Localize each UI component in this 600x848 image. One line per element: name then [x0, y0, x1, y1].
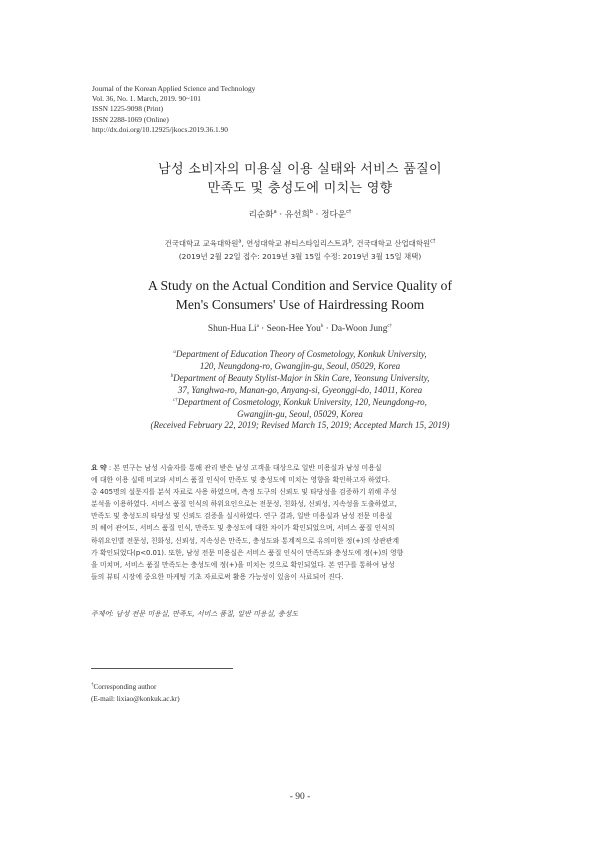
footnote-text: Corresponding author [93, 683, 157, 691]
author-name: 리순화 [248, 210, 274, 220]
affiliation-text: Department of Beauty Stylist-Major in Skin Care, Yeonsung University, [173, 372, 430, 383]
author-name: Shun-Hua Li [207, 324, 257, 334]
author-mark: a [273, 209, 277, 216]
english-title [0, 276, 600, 314]
author-mark: c† [346, 209, 352, 216]
issn-print: ISSN 1225-9098 (Print) [92, 104, 164, 114]
author-separator: · [312, 210, 322, 220]
abstract-line: 총 405명의 설문지를 분석 자료로 사용 하였으며, 측정 도구의 신뢰도 및 타당성을 검증하기 위해 주성 [91, 488, 397, 497]
abstract-line: 들의 뷰티 시장에 중요한 마케팅 기초 자료로써 활용 가능성이 있음이 사료되어 진다. [91, 572, 344, 581]
author-name: 정다운 [321, 210, 347, 220]
footnote-divider [91, 668, 233, 669]
footnote-email[interactable]: (E-mail: lixiao@konkuk.ac.kr) [91, 695, 180, 703]
english-authors [0, 324, 600, 334]
english-affiliation-line: 37, Yanghwa-ro, Manan-go, Anyang-si, Gyeonggi-do, 14011, Korea [177, 384, 423, 395]
abstract-line: 분석을 이용하였다. 서비스 품질 인식의 하위요인으로는 전문성, 친화성, 신뢰성, 지속성을 도출하였고, [91, 500, 397, 509]
abstract-line: 가 확인되었다(p<0.01). 또한, 남성 전문 미용실은 서비스 품질 인식이 만족도와 충성도에 정(+)의 영향 [91, 548, 404, 557]
english-affiliations [0, 349, 600, 432]
footnote [91, 681, 180, 705]
author-mark: b [320, 323, 324, 329]
author-name: Da-Woon Jung [331, 324, 388, 334]
issn-online: ISSN 2288-1069 (Online) [92, 114, 169, 124]
abstract-line: 에 대한 이용 실태 비교와 서비스 품질 인식이 만족도 및 충성도에 미치는 영향을 확인하고자 하였다. [91, 476, 391, 485]
footnote-line [91, 681, 180, 693]
author-name: Seon-Hee You [266, 324, 321, 334]
affiliation-text: 건국대학교 교육대학원 [164, 239, 239, 248]
english-dates: (Received February 22, 2019; Revised March 15, 2019; Accepted March 15, 2019) [150, 420, 450, 431]
english-affiliation-line: Gwangjin-gu, Seoul, 05029, Korea [237, 408, 363, 419]
english-title-line: Men's Consumers' Use of Hairdressing Room [175, 297, 425, 312]
affiliation-mark: c† [173, 397, 178, 403]
english-affiliation-line [0, 397, 600, 409]
author-name: 유선희 [284, 210, 310, 220]
author-mark: c† [387, 323, 393, 329]
english-affiliation-line [0, 373, 600, 385]
page-number: - 90 - [289, 792, 311, 802]
keywords: 주제어: 남성 전문 미용실, 만족도, 서비스 품질, 일반 미용실, 충성도 [91, 610, 299, 618]
affiliation-text: , 건국대학교 산업대학원 [351, 239, 431, 248]
author-separator: · [276, 210, 285, 220]
journal-volume: Vol. 36, No. 1. March, 2019. 90~101 [92, 94, 201, 104]
affiliation-mark: a [173, 350, 176, 355]
affiliation-mark: a [238, 238, 242, 245]
author-separator: · [258, 324, 267, 334]
affiliation-text: , 연성대학교 뷰티스타일리스트과 [241, 239, 349, 248]
author-mark: b [309, 209, 313, 216]
abstract-line: 하위요인별 전문성, 친화성, 신뢰성, 지속성은 만족도, 충성도와 통계적으로 유의미한 정(+)의 상관관계 [91, 536, 400, 545]
korean-title-line: 남성 소비자의 미용실 이용 실태와 서비스 품질이 [158, 162, 442, 177]
english-affiliation-line: 120, Neungdong-ro, Gwangjin-gu, Seoul, 05029, Korea [199, 360, 401, 371]
korean-authors [0, 208, 600, 220]
affiliation-mark: b [348, 238, 352, 245]
korean-affiliation-line [0, 238, 600, 251]
journal-name: Journal of the Korean Applied Science and Technology [92, 84, 256, 93]
author-mark: a [256, 323, 259, 329]
footnote-mark: † [91, 682, 94, 688]
abstract [91, 462, 513, 583]
abstract-line: 의 헤어 관여도, 서비스 품질 인식, 만족도 및 충성도에 대한 차이가 확인되었으며, 서비스 품질 인식의 [91, 524, 395, 533]
korean-title [0, 160, 600, 198]
abstract-line: 요 약 : 본 연구는 남성 시술자를 통해 관리 받은 남성 고객을 대상으로 일반 미용실과 남성 미용실 [91, 464, 382, 472]
affiliation-text: Department of Education Theory of Cosmetology, Konkuk University, [175, 349, 427, 359]
abstract-line: 을 미치며, 서비스 품질 만족도는 충성도에 정(+)을 미치는 것으로 확인되었다. 본 연구를 통하여 남성 [91, 560, 395, 569]
korean-dates: (2019년 2월 22일 접수: 2019년 3월 15일 수정: 2019년 3월 15일 채택) [178, 251, 422, 261]
english-title-line: A Study on the Actual Condition and Service Quality of [148, 278, 452, 293]
doi-link[interactable]: http://dx.doi.org/10.12925/jkocs.2019.36.1.90 [92, 124, 228, 134]
abstract-line: 만족도 및 충성도의 타당성 및 신뢰도 검증을 실시하였다. 연구 결과, 일반 미용실과 남성 전문 미용실 [91, 512, 393, 521]
affiliation-mark: b [170, 373, 174, 379]
affiliation-mark: c† [430, 238, 436, 245]
affiliation-text: Department of Cosmetology, Konkuk University, 120, Neungdong-ro, [177, 396, 427, 407]
journal-header [92, 84, 255, 135]
abstract-label: 요 약 [91, 464, 107, 472]
author-separator: · [323, 324, 332, 334]
korean-affiliations [0, 238, 600, 263]
english-affiliation-line [0, 349, 600, 361]
korean-title-line: 만족도 및 충성도에 미치는 영향 [207, 181, 393, 196]
